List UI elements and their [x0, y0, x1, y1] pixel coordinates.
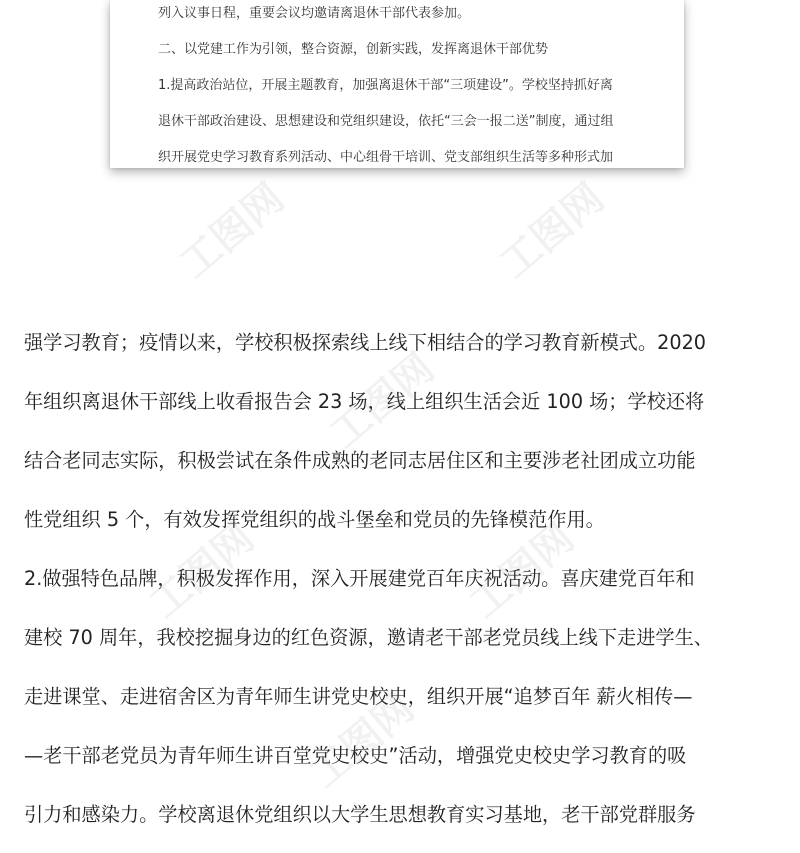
- watermark: 工图网: [461, 514, 583, 628]
- card-text-line: 二、以党建工作为引领，整合资源，创新实践，发挥离退休干部优势: [158, 42, 549, 57]
- body-text-line: 年组织离退休干部线上收看报告会 23 场，线上组织生活会近 100 场；学校还将: [24, 390, 705, 413]
- body-text-line: 2.做强特色品牌，积极发挥作用，深入开展建党百年庆祝活动。喜庆建党百年和: [24, 567, 695, 590]
- body-text-line: 性党组织 5 个，有效发挥党组织的战斗堡垒和党员的先锋模范作用。: [24, 508, 605, 531]
- body-text-line: 强学习教育；疫情以来，学校积极探索线上线下相结合的学习教育新模式。2020: [24, 331, 707, 354]
- document-excerpt-card: [110, 0, 684, 168]
- document-body: [24, 322, 784, 853]
- card-text-line: 退休干部政治建设、思想建设和党组织建设，依托“三会一报二送”制度，通过组: [158, 114, 614, 129]
- card-text-line: 织开展党史学习教育系列活动、中心组骨干培训、党支部组织生活等多种形式加: [158, 150, 614, 165]
- watermark: 工图网: [171, 174, 293, 288]
- card-text-line: 列入议事日程，重要会议均邀请离退休干部代表参加。: [158, 6, 471, 21]
- body-text-line: 走进课堂、走进宿舍区为青年师生讲党史校史，组织开展“追梦百年 薪火相传—: [24, 685, 693, 708]
- watermark: 工图网: [141, 514, 263, 628]
- watermark: 工图网: [321, 344, 443, 458]
- watermark: 工图网: [491, 174, 613, 288]
- card-text-line: 1.提高政治站位，开展主题教育，加强离退休干部“三项建设”。学校坚持抓好离: [158, 78, 613, 93]
- body-text-line: —老干部老党员为青年师生讲百堂党史校史”活动，增强党史校史学习教育的吸: [24, 744, 687, 767]
- body-text-line: 结合老同志实际，积极尝试在条件成熟的老同志居住区和主要涉老社团成立功能: [24, 449, 696, 472]
- body-text-line: 建校 70 周年，我校挖掘身边的红色资源，邀请老干部老党员线上线下走进学生、: [24, 626, 713, 649]
- watermark: 工图网: [301, 684, 423, 798]
- body-text-line: 引力和感染力。学校离退休党组织以大学生思想教育实习基地，老干部党群服务: [24, 803, 696, 826]
